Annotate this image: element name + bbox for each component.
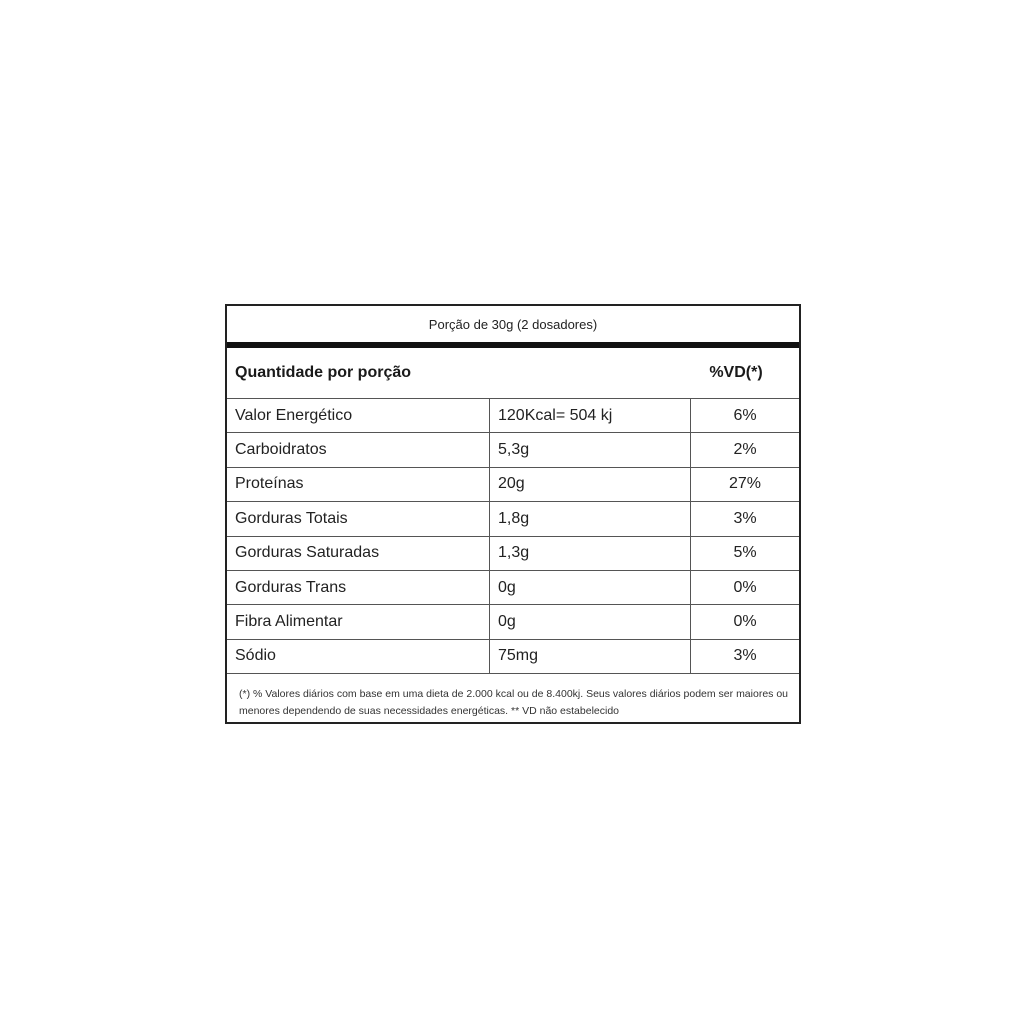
nutrient-amount: 20g: [490, 467, 691, 501]
nutrient-amount: 0g: [490, 605, 691, 639]
nutrient-daily-value: 27%: [691, 467, 800, 501]
nutrient-amount: 75mg: [490, 639, 691, 673]
nutrient-daily-value: 5%: [691, 536, 800, 570]
nutrient-daily-value: 0%: [691, 570, 800, 604]
portion-size: Porção de 30g (2 dosadores): [428, 316, 598, 332]
table-row: [227, 536, 799, 570]
nutrient-amount: 5,3g: [490, 433, 691, 467]
nutrient-name: Valor Energético: [227, 399, 490, 433]
nutrient-daily-value: 3%: [691, 639, 800, 673]
table-row: [227, 399, 799, 433]
nutrient-table: [227, 399, 799, 674]
nutrient-name: Proteínas: [227, 467, 490, 501]
quantity-per-portion-heading: Quantidade por porção: [235, 364, 412, 381]
nutrient-amount: 120Kcal= 504 kj: [490, 399, 691, 433]
nutrient-name: Gorduras Totais: [227, 502, 490, 536]
footnote: (*) % Valores diários com base em uma dieta de 2.000 kcal ou de 8.400kj. Seus valores diários podem ser maiores ou menores dependendo de suas necessidades energéticas. ** VD não estabelecido: [239, 688, 789, 718]
table-row: [227, 605, 799, 639]
table-row: [227, 467, 799, 501]
table-header: [227, 348, 799, 399]
nutrient-daily-value: 6%: [691, 399, 800, 433]
nutrient-name: Carboidratos: [227, 433, 490, 467]
nutrient-daily-value: 0%: [691, 605, 800, 639]
daily-value-heading: %VD(*): [709, 364, 763, 381]
nutrient-name: Sódio: [227, 639, 490, 673]
table-row: [227, 570, 799, 604]
nutrient-daily-value: 3%: [691, 502, 800, 536]
nutrient-daily-value: 2%: [691, 433, 800, 467]
nutrition-facts-panel: [225, 304, 801, 724]
nutrient-amount: 1,3g: [490, 536, 691, 570]
nutrient-name: Gorduras Trans: [227, 570, 490, 604]
table-row: [227, 433, 799, 467]
table-row: [227, 502, 799, 536]
nutrient-name: Fibra Alimentar: [227, 605, 490, 639]
nutrient-amount: 1,8g: [490, 502, 691, 536]
table-row: [227, 639, 799, 673]
nutrient-name: Gorduras Saturadas: [227, 536, 490, 570]
nutrient-amount: 0g: [490, 570, 691, 604]
